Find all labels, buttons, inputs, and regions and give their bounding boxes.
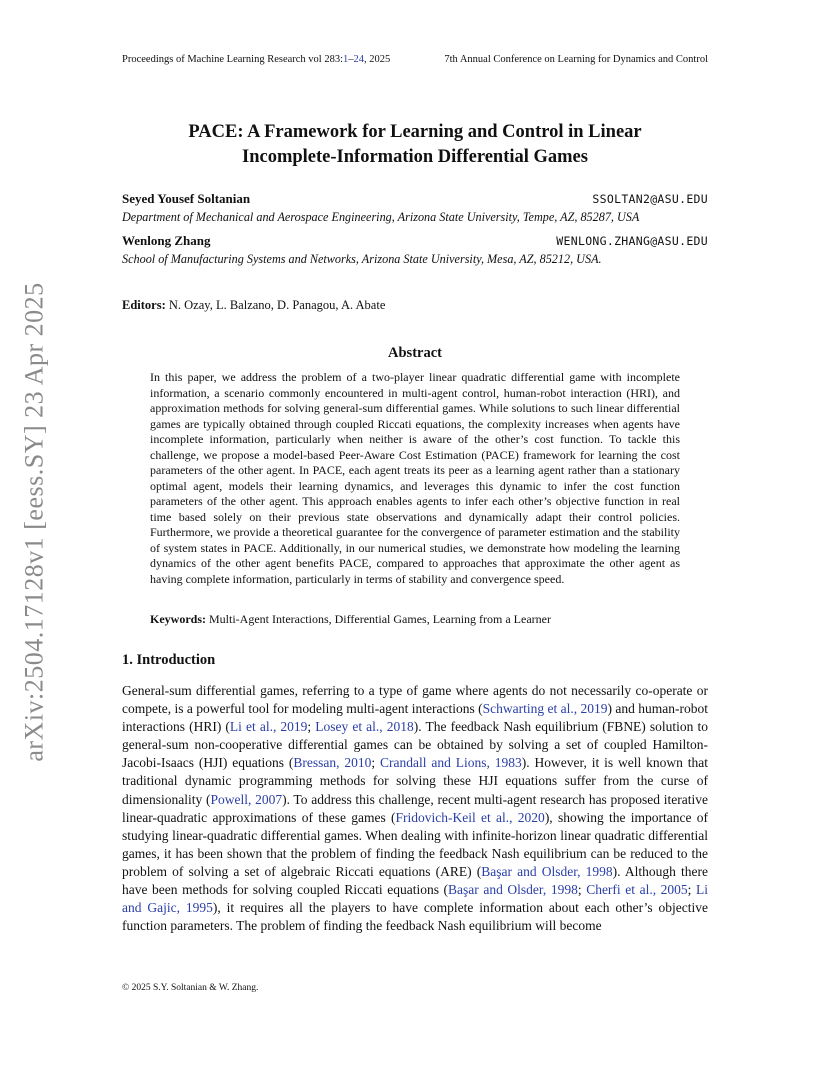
copyright-footer: © 2025 S.Y. Soltanian & W. Zhang. [122,983,259,993]
keywords-label: Keywords: [150,612,206,626]
citation-link[interactable]: Schwarting et al., 2019 [482,701,608,717]
author-name: Seyed Yousef Soltanian [122,191,251,206]
editors-line [122,298,385,313]
author-2 [122,232,708,268]
section-heading: 1. Introduction [122,652,216,668]
author-affiliation: Department of Mechanical and Aerospace Engineering, Arizona State University, Tempe, AZ, 85287, USA [122,210,640,224]
intro-paragraph: General-sum differential games, referring to a type of game where agents do not necessarily co-operate or compete, is a powerful tool for modeling multi-agent interactions (Schwarting et al., 2019) and human-robot interactions (HRI) (Li et al., 2019; Losey et al., 2018). The feedback Nash equilibrium (FBNE) solution to general-sum non-cooperative differential games can be obtained by solving a set of coupled Hamilton-Jacobi-Isaacs (HJI) equations (Bressan, 2010; Crandall and Lions, 1983). However, it is well known that traditional dynamic programming methods for solving these HJI equations suffer from the curse of dimensionality (Powell, 2007). To address this challenge, recent multi-agent research has proposed iterative linear-quadratic approximations of these games (Fridovich-Keil et al., 2020), showing the importance of studying linear-quadratic differential games. When dealing with infinite-horizon linear quadratic differential games, it has been shown that the problem of finding the feedback Nash equilibrium can be reduced to the problem of solving a set of algebraic Riccati equations (ARE) (Başar and Olsder, 1998). Although there have been methods for solving coupled Riccati equations (Başar and Olsder, 1998; Cherfi et al., 2005; Li and Gajic, 1995), it requires all the players to have complete information about each other’s objective function parameters. The problem of finding the feedback Nash equilibrium will become [122,683,708,934]
citation-link[interactable]: Fridovich-Keil et al., 2020 [395,809,545,825]
page-end-link[interactable]: 24 [353,54,365,65]
abstract-heading: Abstract [388,345,442,361]
citation-link[interactable]: Powell, 2007 [210,791,283,807]
running-header [122,54,708,65]
citation-link[interactable]: Li and Gajic, 1995 [122,882,708,916]
citation-link[interactable]: Başar and Olsder, 1998 [481,863,613,879]
paper-title [122,120,708,170]
citation-link[interactable]: Cherfi et al., 2005 [586,882,688,898]
citation-link[interactable]: Bressan, 2010 [293,755,372,771]
keywords-text: Multi-Agent Interactions, Differential Games, Learning from a Learner [209,612,551,626]
paper-title-line2: Incomplete-Information Differential Games [242,147,588,167]
author-email: SSOLTAN2@ASU.EDU [592,192,708,206]
author-email: WENLONG.ZHANG@ASU.EDU [556,234,708,248]
citation-link[interactable]: Li et al., 2019 [229,719,308,735]
editors-label: Editors: [122,298,166,312]
citation-link[interactable]: Losey et al., 2018 [315,719,414,735]
page-start-link[interactable]: 1 [343,54,349,65]
abstract-body: In this paper, we address the problem of a two-player linear quadratic differential game with incomplete information, a scenario commonly encountered in multi-agent control, human-robot interaction (HRI), and approximation methods for solving general-sum differential games. While solutions to such linear differential games are typically obtained through coupled Riccati equations, the complexity increases when agents have incomplete information, particularly when neither is aware of the other’s cost function. To tackle this challenge, we propose a model-based Peer-Aware Cost Estimation (PACE) framework for learning the cost parameters of the other agent. In PACE, each agent treats its peer as a learning agent rather than a stationary optimal agent, models their learning dynamics, and leverages this dynamic to infer the cost function parameters of the other agent. This approach enables agents to infer each other’s objective function in real time based solely on their previous state observations and dynamically adapt their control policies. Furthermore, we provide a theoretical guarantee for the convergence of parameter estimation and the stability of system states in PACE. Additionally, in our numerical studies, we demonstrate how modeling the learning dynamics of the other agent benefits PACE, compared to approaches that approximate the other agent as having complete information, particularly in terms of stability and convergence speed. [150,370,680,586]
header-right: 7th Annual Conference on Learning for Dynamics and Control [444,54,708,65]
paper-title-line1: PACE: A Framework for Learning and Control in Linear [188,122,642,142]
editors-names: N. Ozay, L. Balzano, D. Panagou, A. Abate [168,298,386,312]
author-name: Wenlong Zhang [122,233,211,248]
header-left: Proceedings of Machine Learning Research vol 283:1–24, 2025 [122,54,391,65]
citation-link[interactable]: Crandall and Lions, 1983 [380,755,522,771]
arxiv-stamp [6,272,64,772]
arxiv-stamp-text: arXiv:2504.17128v1 [eess.SY] 23 Apr 2025 [20,282,50,762]
keywords-line [150,612,680,627]
author-affiliation: School of Manufacturing Systems and Networks, Arizona State University, Mesa, AZ, 85212, USA. [122,252,602,266]
author-1 [122,190,708,226]
citation-link[interactable]: Başar and Olsder, 1998 [448,882,578,898]
